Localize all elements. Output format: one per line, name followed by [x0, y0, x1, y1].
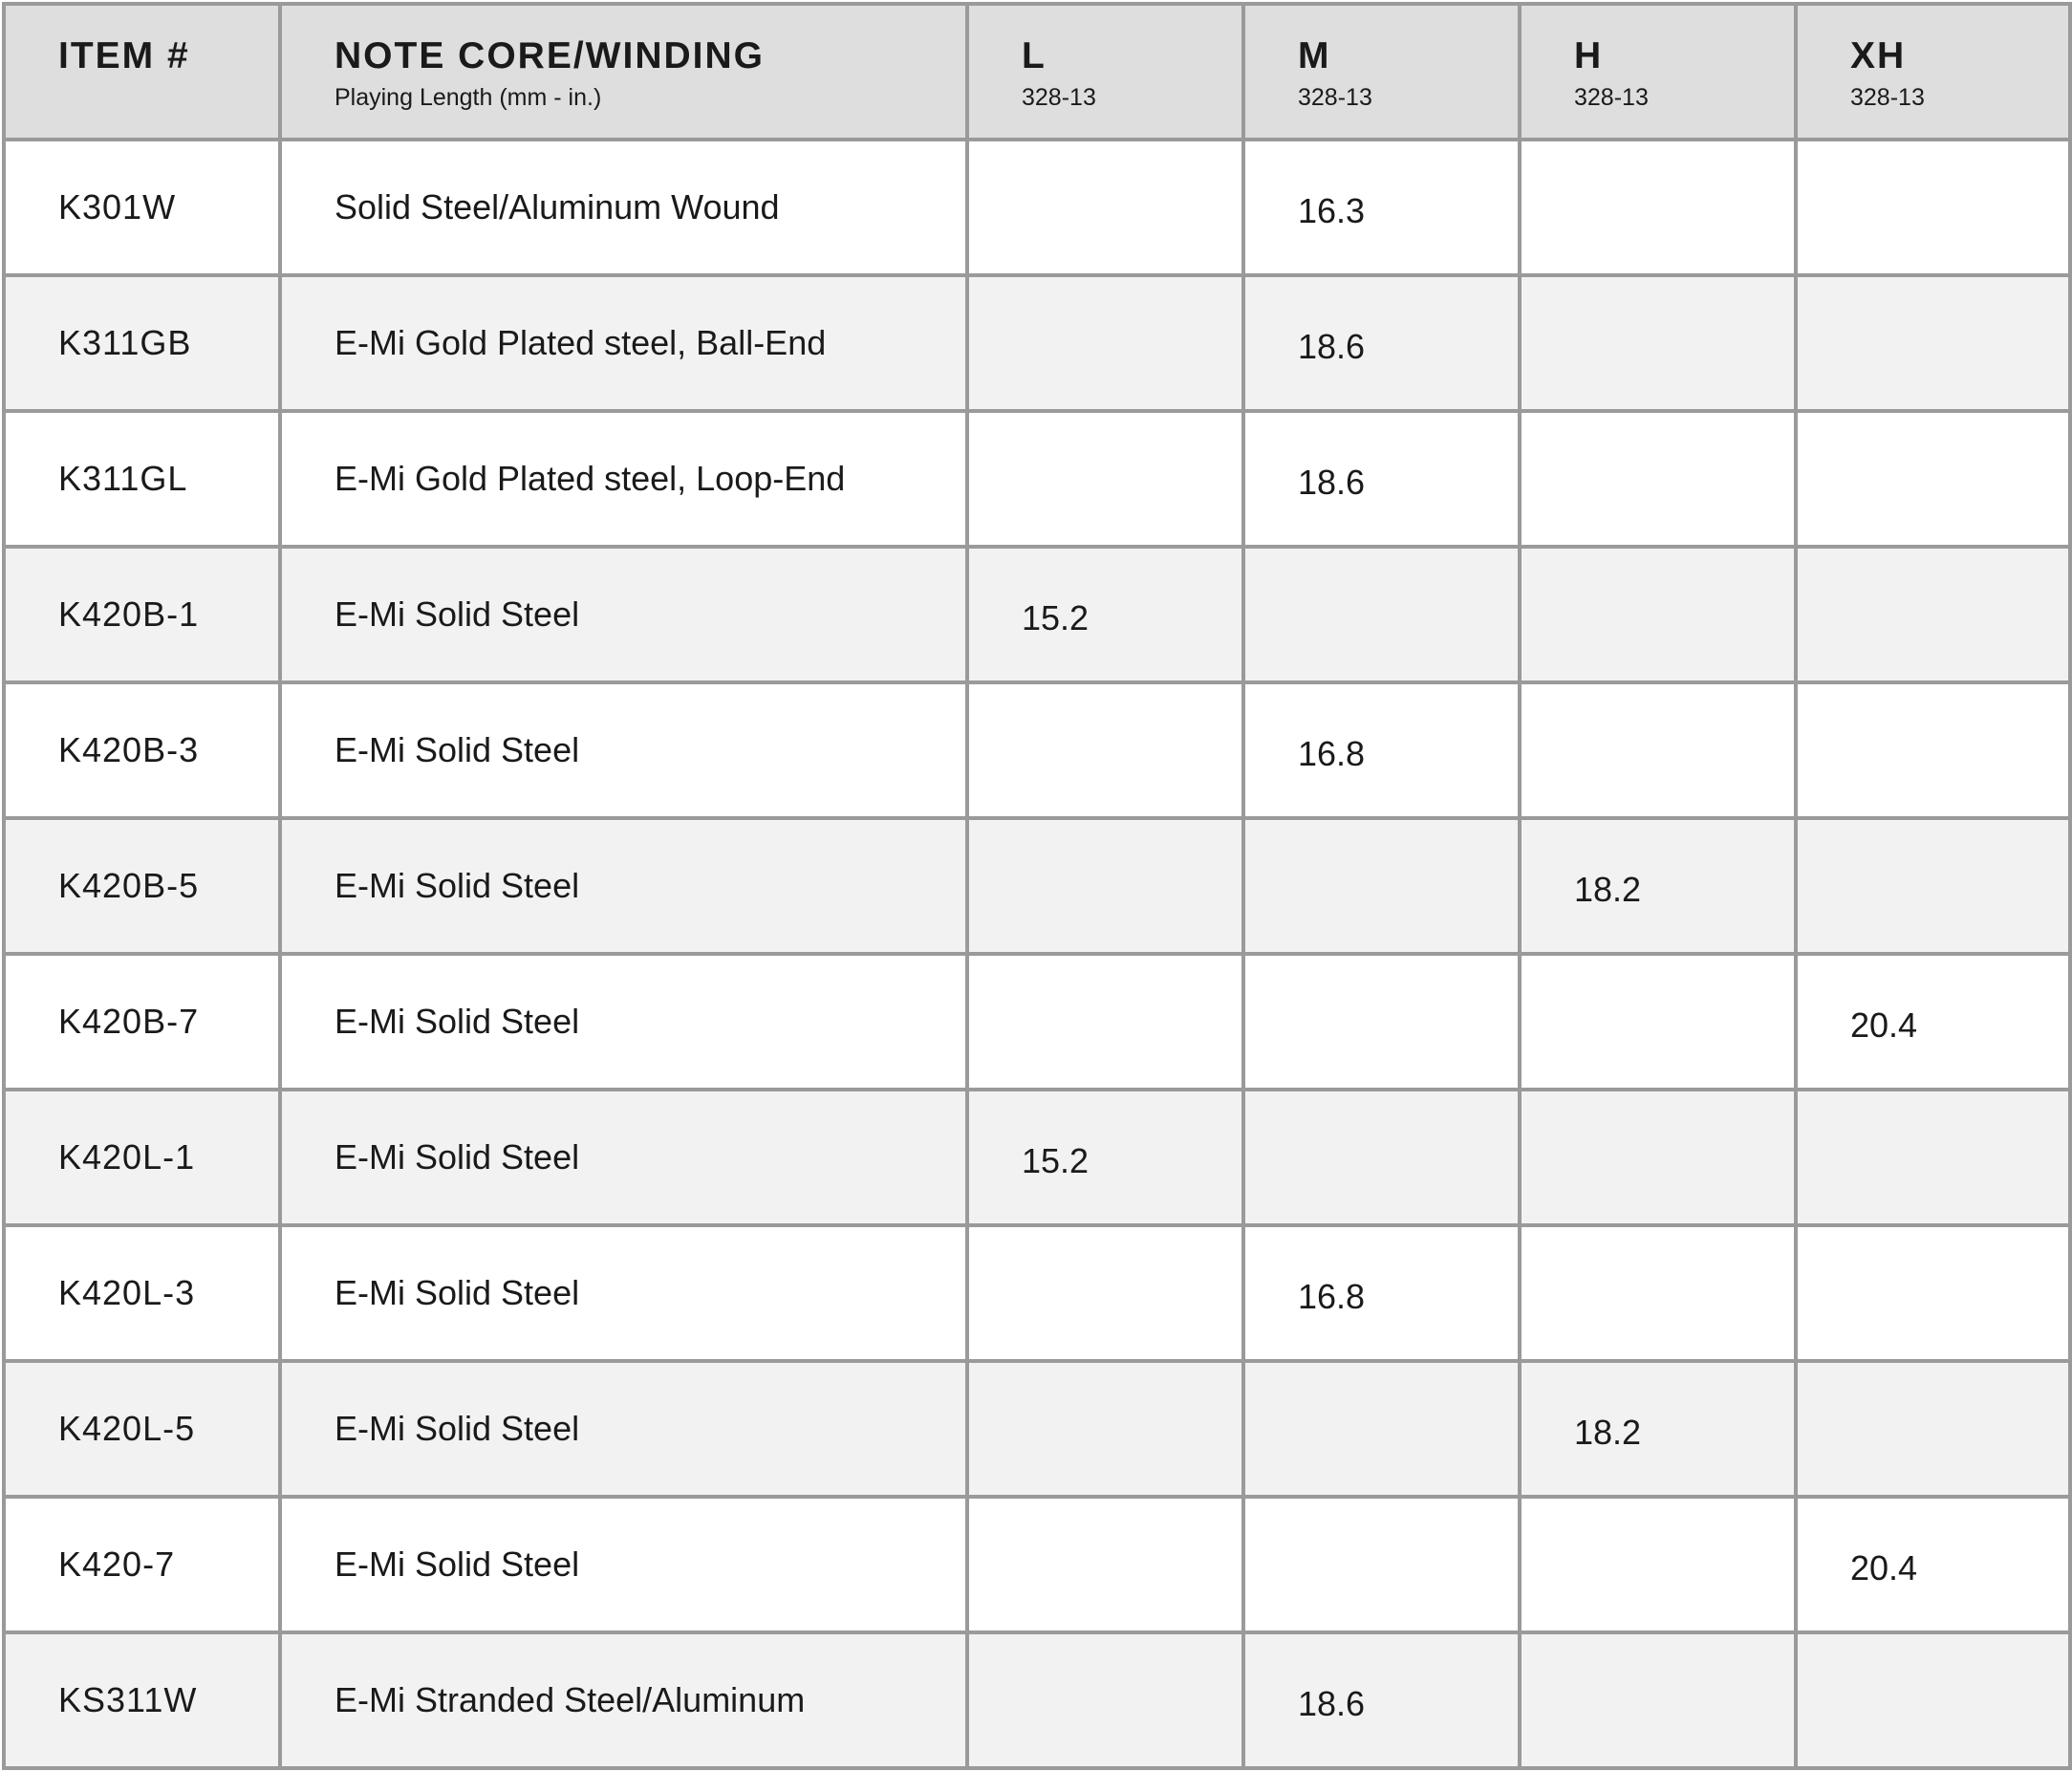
core-cell: E-Mi Solid Steel	[280, 547, 967, 682]
l-cell	[967, 275, 1243, 411]
header-xh-title: XH	[1850, 35, 1907, 76]
l-cell: 15.2	[967, 547, 1243, 682]
table-row	[4, 1225, 2070, 1361]
core-cell: E-Mi Solid Steel	[280, 682, 967, 818]
m-cell	[1243, 1090, 1520, 1225]
item-cell: K420-7	[4, 1497, 280, 1632]
core-cell: E-Mi Solid Steel	[280, 1225, 967, 1361]
core-cell: E-Mi Gold Plated steel, Ball-End	[280, 275, 967, 411]
l-cell	[967, 1361, 1243, 1497]
h-cell	[1520, 275, 1796, 411]
xh-cell	[1796, 1632, 2070, 1768]
table-row	[4, 1090, 2070, 1225]
header-note-subtitle: Playing Length (mm - in.)	[335, 84, 602, 111]
item-cell: K420L-3	[4, 1225, 280, 1361]
header-row	[4, 4, 2070, 140]
h-cell	[1520, 1632, 1796, 1768]
core-cell: E-Mi Gold Plated steel, Loop-End	[280, 411, 967, 547]
l-cell	[967, 1632, 1243, 1768]
table-row	[4, 275, 2070, 411]
table-row	[4, 140, 2070, 275]
table-header	[4, 4, 2070, 140]
core-cell: E-Mi Solid Steel	[280, 1497, 967, 1632]
core-cell: E-Mi Solid Steel	[280, 954, 967, 1090]
item-cell: K420L-1	[4, 1090, 280, 1225]
m-cell	[1243, 818, 1520, 954]
table-row	[4, 547, 2070, 682]
m-cell: 18.6	[1243, 411, 1520, 547]
table-body	[4, 140, 2070, 1768]
m-cell	[1243, 954, 1520, 1090]
xh-cell	[1796, 1361, 2070, 1497]
l-cell	[967, 140, 1243, 275]
header-h	[1520, 4, 1796, 140]
item-cell: K420L-5	[4, 1361, 280, 1497]
m-cell: 16.8	[1243, 682, 1520, 818]
item-cell: K420B-7	[4, 954, 280, 1090]
header-h-subtitle: 328-13	[1574, 84, 1649, 111]
table-row	[4, 818, 2070, 954]
core-cell: E-Mi Solid Steel	[280, 1361, 967, 1497]
table-row	[4, 682, 2070, 818]
core-cell: E-Mi Stranded Steel/Aluminum	[280, 1632, 967, 1768]
header-xh	[1796, 4, 2070, 140]
h-cell	[1520, 682, 1796, 818]
m-cell: 18.6	[1243, 275, 1520, 411]
header-h-title: H	[1574, 35, 1604, 76]
h-cell: 18.2	[1520, 1361, 1796, 1497]
item-cell: K420B-1	[4, 547, 280, 682]
table-row	[4, 954, 2070, 1090]
header-item	[4, 4, 280, 140]
item-cell: K420B-5	[4, 818, 280, 954]
m-cell	[1243, 1361, 1520, 1497]
h-cell: 18.2	[1520, 818, 1796, 954]
l-cell	[967, 954, 1243, 1090]
l-cell: 15.2	[967, 1090, 1243, 1225]
h-cell	[1520, 547, 1796, 682]
header-note	[280, 4, 967, 140]
xh-cell	[1796, 140, 2070, 275]
xh-cell	[1796, 1090, 2070, 1225]
h-cell	[1520, 954, 1796, 1090]
table-row	[4, 411, 2070, 547]
header-l-title: L	[1022, 35, 1047, 76]
header-l-subtitle: 328-13	[1022, 84, 1096, 111]
header-xh-subtitle: 328-13	[1850, 84, 1925, 111]
header-m	[1243, 4, 1520, 140]
header-note-title: NOTE CORE/WINDING	[335, 35, 765, 76]
item-cell: K311GB	[4, 275, 280, 411]
l-cell	[967, 1225, 1243, 1361]
item-cell: KS311W	[4, 1632, 280, 1768]
spec-table	[2, 2, 2072, 1770]
xh-cell	[1796, 682, 2070, 818]
xh-cell	[1796, 818, 2070, 954]
m-cell: 18.6	[1243, 1632, 1520, 1768]
xh-cell	[1796, 411, 2070, 547]
header-m-subtitle: 328-13	[1298, 84, 1372, 111]
m-cell: 16.8	[1243, 1225, 1520, 1361]
h-cell	[1520, 411, 1796, 547]
l-cell	[967, 818, 1243, 954]
xh-cell	[1796, 275, 2070, 411]
l-cell	[967, 682, 1243, 818]
core-cell: Solid Steel/Aluminum Wound	[280, 140, 967, 275]
h-cell	[1520, 1497, 1796, 1632]
core-cell: E-Mi Solid Steel	[280, 818, 967, 954]
xh-cell	[1796, 547, 2070, 682]
l-cell	[967, 411, 1243, 547]
h-cell	[1520, 1090, 1796, 1225]
header-item-title: ITEM #	[58, 35, 190, 76]
l-cell	[967, 1497, 1243, 1632]
xh-cell: 20.4	[1796, 954, 2070, 1090]
table-row	[4, 1361, 2070, 1497]
xh-cell	[1796, 1225, 2070, 1361]
m-cell	[1243, 547, 1520, 682]
table-row	[4, 1497, 2070, 1632]
header-m-title: M	[1298, 35, 1331, 76]
table-row	[4, 1632, 2070, 1768]
m-cell: 16.3	[1243, 140, 1520, 275]
h-cell	[1520, 140, 1796, 275]
core-cell: E-Mi Solid Steel	[280, 1090, 967, 1225]
item-cell: K301W	[4, 140, 280, 275]
item-cell: K420B-3	[4, 682, 280, 818]
xh-cell: 20.4	[1796, 1497, 2070, 1632]
item-cell: K311GL	[4, 411, 280, 547]
m-cell	[1243, 1497, 1520, 1632]
header-l	[967, 4, 1243, 140]
h-cell	[1520, 1225, 1796, 1361]
